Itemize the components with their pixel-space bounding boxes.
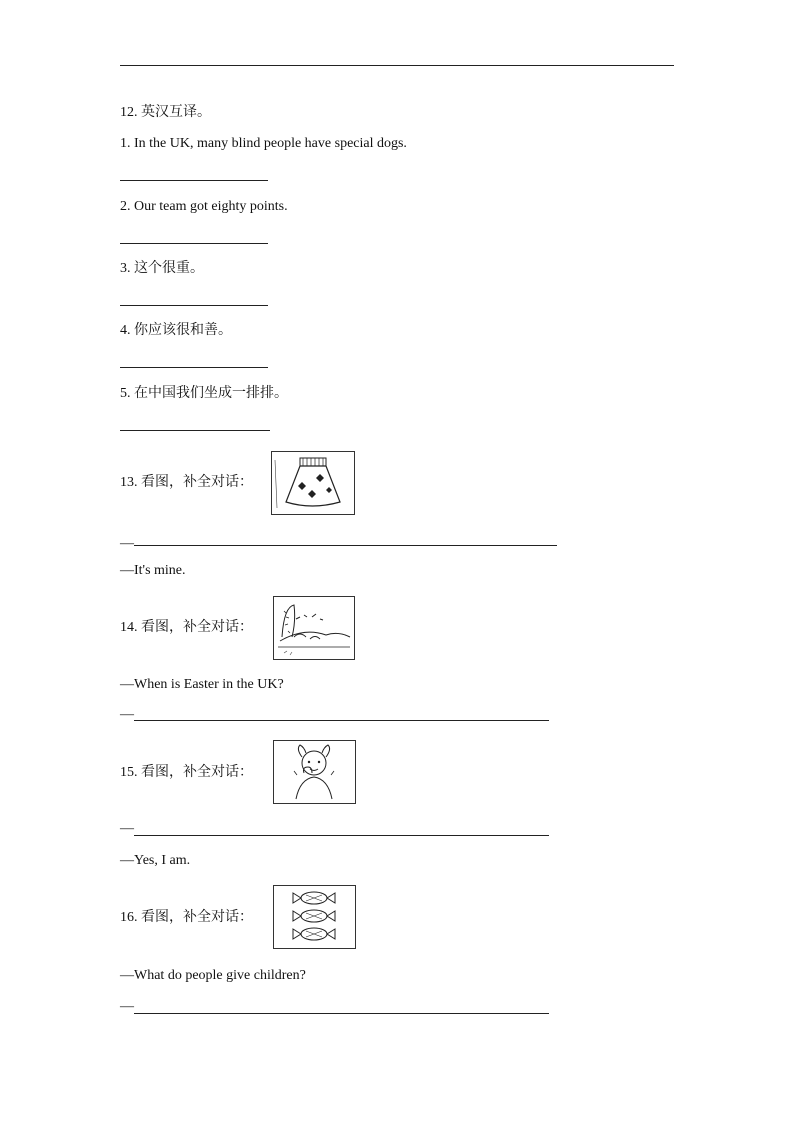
item-3-answer-blank[interactable]	[120, 305, 268, 306]
q14-answer-blank[interactable]	[134, 720, 549, 721]
skirt-icon	[271, 451, 355, 515]
q15-prompt-dash: —	[120, 821, 134, 836]
candy-icon	[273, 885, 356, 949]
item-5-answer-blank[interactable]	[120, 430, 270, 431]
q16-answer-dash: —	[120, 999, 134, 1014]
easter-scene-icon	[273, 596, 355, 660]
item-3-text: 3. 这个很重。	[120, 261, 204, 276]
item-1-text: 1. In the UK, many blind people have special dogs.	[120, 136, 407, 151]
q15-reply: —Yes, I am.	[120, 853, 191, 868]
q14-answer-dash: —	[120, 707, 134, 722]
girl-icon	[273, 740, 356, 804]
q16-label: 16. 看图，补全对话：	[120, 910, 253, 925]
section-12-heading: 12. 英汉互译。	[120, 105, 211, 120]
q13-label: 13. 看图，补全对话：	[120, 475, 253, 490]
q13-prompt-dash: —	[120, 536, 134, 551]
q14-label: 14. 看图，补全对话：	[120, 620, 253, 635]
item-5-text: 5. 在中国我们坐成一排排。	[120, 386, 288, 401]
item-1-answer-blank[interactable]	[120, 180, 268, 181]
q13-reply: —It's mine.	[120, 563, 186, 578]
q15-answer-blank[interactable]	[134, 835, 549, 836]
q13-answer-blank[interactable]	[134, 545, 557, 546]
item-4-answer-blank[interactable]	[120, 367, 268, 368]
item-4-text: 4. 你应该很和善。	[120, 323, 232, 338]
q15-label: 15. 看图，补全对话：	[120, 765, 253, 780]
q14-question: —When is Easter in the UK?	[120, 677, 284, 692]
item-2-answer-blank[interactable]	[120, 243, 268, 244]
q16-question: —What do people give children?	[120, 968, 306, 983]
header-rule	[120, 65, 674, 66]
q16-answer-blank[interactable]	[134, 1013, 549, 1014]
item-2-text: 2. Our team got eighty points.	[120, 199, 288, 214]
